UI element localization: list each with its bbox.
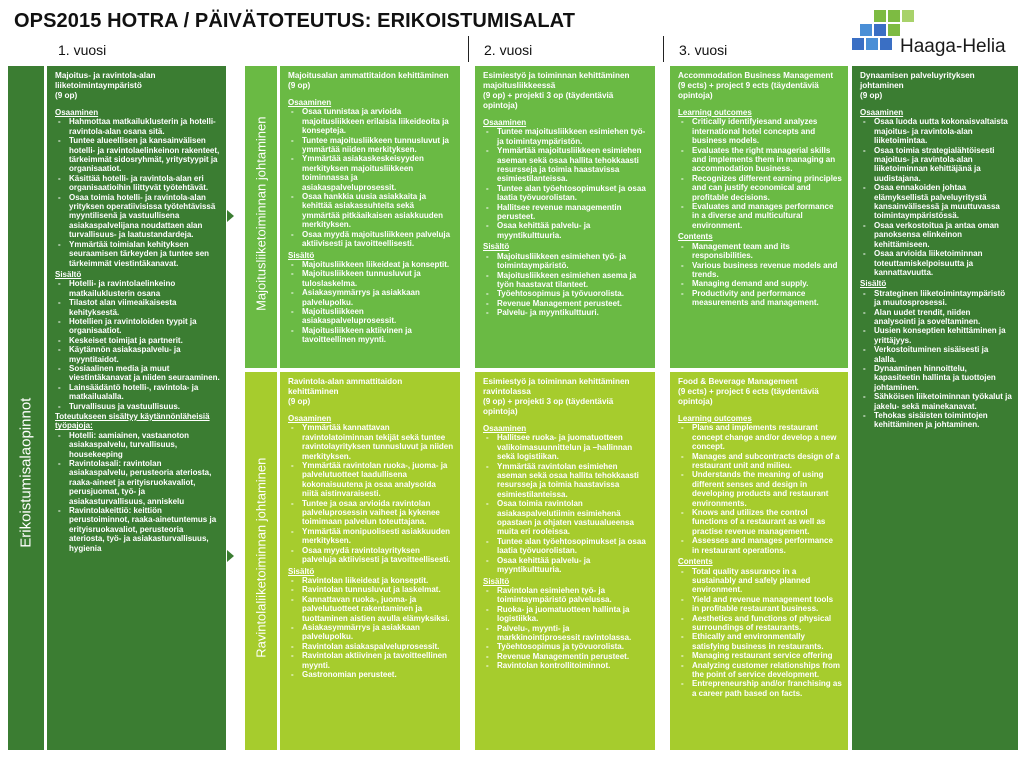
- list-item: - Palvelu- ja myyntikulttuuri.: [497, 308, 649, 317]
- list-item: - Majoitusliikkeen esimiehen työ- ja toimintaympäristö.: [497, 252, 649, 271]
- section-heading: Osaaminen: [483, 118, 527, 127]
- outcome-list: [288, 107, 454, 248]
- list-item: - Majoitusliikkeen aktiivinen ja tavoitteellinen myynti.: [302, 326, 454, 345]
- section-heading: Sisältö: [288, 250, 315, 260]
- course-credits: (9 ects) + project 6 ects (täydentäviä opintoja): [678, 387, 819, 406]
- list-item: - Yield and revenue management tools in profitable restaurant business.: [692, 595, 842, 614]
- list-item: - Uusien konseptien kehittäminen ja yrittäjyys.: [874, 326, 1012, 345]
- list-item: - Alan uudet trendit, niiden analysointi ja soveltaminen.: [874, 308, 1012, 327]
- list-item: - Ravintolan asiakaspalveluprosessit.: [302, 642, 454, 651]
- list-item: - Majoitusliikkeen esimiehen asema ja työn haastavat tilanteet.: [497, 271, 649, 290]
- list-item: - Ymmärtää asiakaskeskeisyyden merkityksen majoitusliikkeen toiminnassa ja asiakaspalveluprosessit.: [302, 154, 454, 192]
- content-list: [288, 260, 454, 345]
- course-title: Food & Beverage Management: [678, 377, 798, 386]
- content-list: [55, 279, 220, 411]
- section-heading: Toteutukseen sisältyy käytännönläheisiä työpajoja:: [55, 412, 210, 431]
- list-item: - Osaa luoda uutta kokonaisvaltaista majoitus- ja ravintola-alan liiketoimintaa.: [874, 117, 1012, 145]
- list-item: - Tuntee majoitusliikkeen esimiehen työ- ja toimintaympäristön.: [497, 127, 649, 146]
- section-heading: Learning outcomes: [678, 414, 752, 423]
- section-heading: Contents: [678, 232, 713, 242]
- section-heading: Learning outcomes: [678, 108, 752, 117]
- list-item: - Managing restaurant service offering: [692, 651, 842, 660]
- year-divider-2: [663, 36, 664, 62]
- list-item: - Osaa kehittää palvelu- ja myyntikulttuuria.: [497, 556, 649, 575]
- course-credits: (9 op) + projekti 3 op (täydentäviä opintoja): [483, 91, 614, 110]
- list-item: - Asiakasymmärrys ja asiakkaan palvelupolku.: [302, 623, 454, 642]
- list-item: - Evaluates the right managerial skills and implements them in managing an accommodation business.: [692, 146, 842, 174]
- list-item: - Tuntee alan työehtosopimukset ja osaa laatia työvuorolistan.: [497, 184, 649, 203]
- list-item: - Ymmärtää monipuolisesti asiakkuuden merkityksen.: [302, 527, 454, 546]
- year-label-1: 1. vuosi: [58, 42, 107, 58]
- section-heading: Osaaminen: [288, 414, 332, 423]
- list-item: - Lainsäädäntö hotelli-, ravintola- ja matkailualalla.: [69, 383, 220, 402]
- list-item: - Tuntee ja osaa arvioida ravintolan palveluprosessin vaiheet ja kykenee toimimaan palvelun toteuttajana.: [302, 499, 454, 527]
- list-item: - Ravintolan kontrollitoiminnot.: [497, 661, 649, 670]
- workshop-list: [55, 431, 220, 553]
- list-item: - Osaa arvioida liiketoiminnan toteuttamiskelpoisuutta ja kannattavuutta.: [874, 249, 1012, 277]
- course-credits: (9 op): [288, 81, 311, 90]
- list-item: - Ymmärtää toimialan kehityksen seuraamisen tärkeyden ja tuntee sen tärkeimmät viestintäkanavat.: [69, 240, 220, 268]
- outcome-list: [860, 117, 1012, 277]
- list-item: - Strateginen liiketoimintaympäristö ja muutosprosessi.: [874, 289, 1012, 308]
- list-item: - Ymmärtää majoitusliikkeen esimiehen aseman sekä osaa hallita tehokkaasti resursseja ja toimia haastavissa esimiestilanteissa.: [497, 146, 649, 184]
- list-item: - Hahmottaa matkailuklusterin ja hotelli-ravintola-alan osana sitä.: [69, 117, 220, 136]
- list-item: - Plans and implements restaurant concept change and/or develop a new concept.: [692, 423, 842, 451]
- section-heading: Osaaminen: [55, 108, 99, 117]
- list-item: - Entrepreneurship and/or franchising as a career path based on facts.: [692, 679, 842, 698]
- list-item: - Käytännön asiakaspalvelu- ja myyntitaidot.: [69, 345, 220, 364]
- section-heading: Sisältö: [55, 269, 82, 279]
- list-item: - Tilastot alan viimeaikaisesta kehityksestä.: [69, 298, 220, 317]
- track-label-ravintola: Ravintolaliiketoiminnan johtaminen: [253, 457, 269, 658]
- arrow-right-icon: [227, 550, 234, 562]
- list-item: - Palvelu-, myynti- ja markkinointiprosessit ravintolassa.: [497, 624, 649, 643]
- list-item: - Ravintolasali: ravintolan asiakaspalvelu, perusteoria ateriosta, raaka-aineet ja erityisruokavaliot, perusjuomat, työ- ja asiakasturvallisuus, anniskelu: [69, 459, 220, 506]
- list-item: - Ravintolakeittiö: keittiön perustoiminnot, raaka-ainetuntemus ja erityisruokavaliot, perusteoria ateriosta, työ- ja asiakasturvallisuus, hygienia: [69, 506, 220, 553]
- list-item: - Ravintolan tunnusluvut ja laskelmat.: [302, 585, 454, 594]
- list-item: - Ymmärtää ravintolan esimiehen aseman sekä osaa hallita tehokkaasti resursseja ja toimia haastavissa esimiestilanteissa.: [497, 462, 649, 500]
- course-title: Majoitusalan ammattitaidon kehittäminen: [288, 71, 449, 80]
- list-item: - Sähköisen liiketoiminnan työkalut ja jakelu- sekä mainekanavat.: [874, 392, 1012, 411]
- list-item: - Osaa kehittää palvelu- ja myyntikulttuuria.: [497, 221, 649, 240]
- list-item: - Ruoka- ja juomatuotteen hallinta ja logistiikka.: [497, 605, 649, 624]
- course-box-accommodation-management: [670, 66, 848, 368]
- course-title: Majoitus- ja ravintola-alan liiketoimintaympäristö: [55, 71, 156, 90]
- list-item: - Osaa verkostoitua ja antaa oman panoksensa elinkeinon kehittämiseen.: [874, 221, 1012, 249]
- list-item: - Tehokas sisäisten toimintojen kehittäminen ja johtaminen.: [874, 411, 1012, 430]
- list-item: - Ymmärtää kannattavan ravintolatoiminnan tekijät sekä tuntee ravintolayrityksen tunnusluvut ja niiden merkityksen.: [302, 423, 454, 461]
- list-item: - Majoitusliikkeen liikeideat ja konseptit.: [302, 260, 454, 269]
- list-item: - Osaa hankkia uusia asiakkaita ja kehittää asiakassuhteita sekä ymmärtää pitkäaikaisen asiakkuuden merkityksen.: [302, 192, 454, 230]
- course-title: Accommodation Business Management: [678, 71, 834, 80]
- section-heading: Osaaminen: [288, 98, 332, 107]
- section-heading: Osaaminen: [483, 424, 527, 433]
- logo: [852, 8, 1022, 62]
- list-item: - Total quality assurance in a sustainably and safely planned environment.: [692, 567, 842, 595]
- course-title: Esimiestyö ja toiminnan kehittäminen ravintolassa: [483, 377, 630, 396]
- list-item: - Tuntee majoitusliikkeen tunnusluvut ja ymmärtää niiden merkityksen.: [302, 136, 454, 155]
- list-item: - Management team and its responsibilities.: [692, 242, 842, 261]
- course-box-ravintola-alan-ammattitaito: [280, 372, 460, 750]
- section-heading: Sisältö: [288, 566, 315, 576]
- list-item: - Ravintolan esimiehen työ- ja toimintaympäristö palvelussa.: [497, 586, 649, 605]
- course-credits: (9 op) + projekti 3 op (täydentäviä opintoja): [483, 397, 614, 416]
- logo-text: Haaga-Helia: [900, 36, 1006, 57]
- list-item: - Hallitsee revenue managementin perusteet.: [497, 203, 649, 222]
- list-item: - Aesthetics and functions of physical surroundings of restaurants.: [692, 614, 842, 633]
- course-box-majoitusalan-ammattitaito: [280, 66, 460, 368]
- list-item: - Keskeiset toimijat ja partnerit.: [69, 336, 220, 345]
- list-item: - Understands the meaning of using different senses and design in developing products and restaurant environments.: [692, 470, 842, 508]
- list-item: - Revenue Management perusteet.: [497, 299, 649, 308]
- track-band-majoitus: [245, 66, 277, 368]
- list-item: - Dynaaminen hinnoittelu, kapasiteetin hallinta ja tuottojen johtaminen.: [874, 364, 1012, 392]
- list-item: - Osaa toimia ravintolan asiakaspalvelutiimin esimiehenä opastaen ja ohjaten vastuualueensa muita eri rooleissa.: [497, 499, 649, 537]
- list-item: - Majoitusliikkeen asiakaspalveluprosessit.: [302, 307, 454, 326]
- course-credits: (9 op): [860, 91, 883, 100]
- section-heading: Contents: [678, 557, 713, 567]
- list-item: - Osaa toimia strategialähtöisesti majoitus- ja ravintola-alan liiketoiminnan kehittäjänä ja uudistajana.: [874, 146, 1012, 184]
- list-item: - Ethically and environmentally satisfying business in restaurants.: [692, 632, 842, 651]
- content-list: [678, 242, 842, 308]
- content-list: [483, 252, 649, 318]
- section-heading: Osaaminen: [860, 108, 904, 117]
- track-band-ravintola: [245, 372, 277, 750]
- list-item: - Ravintolan liikeideat ja konseptit.: [302, 576, 454, 585]
- content-list: [678, 567, 842, 699]
- list-item: - Tuntee alan työehtosopimukset ja osaa laatia työvuorolistan.: [497, 537, 649, 556]
- course-box-esimiestyo-majoitus: [475, 66, 655, 368]
- list-item: - Osaa ennakoiden johtaa elämyksellistä palveluyritystä kansainvälisessä ja muuttuvassa toimintaympäristössä.: [874, 183, 1012, 221]
- list-item: - Revenue Managementin perusteet.: [497, 652, 649, 661]
- list-item: - Managing demand and supply.: [692, 279, 842, 288]
- outcome-list: [483, 127, 649, 240]
- list-item: - Evaluates and manages performance in a diverse and multicultural environment.: [692, 202, 842, 230]
- list-item: - Majoitusliikkeen tunnusluvut ja tuloslaskelma.: [302, 269, 454, 288]
- year-label-3: 3. vuosi: [679, 42, 728, 58]
- list-item: - Verkostoituminen sisäisesti ja alalla.: [874, 345, 1012, 364]
- course-box-food-beverage-management: [670, 372, 848, 750]
- list-item: - Analyzing customer relationships from the point of service development.: [692, 661, 842, 680]
- course-credits: (9 ects) + project 9 ects (täydentäviä opintoja): [678, 81, 819, 100]
- list-item: - Ravintolan aktiivinen ja tavoitteellinen myynti.: [302, 651, 454, 670]
- course-box-esimiestyo-ravintola: [475, 372, 655, 750]
- list-item: - Hallitsee ruoka- ja juomatuotteen valikoimasuunnittelun ja –hallinnan sekä logistiikan.: [497, 433, 649, 461]
- list-item: - Osaa toimia hotelli- ja ravintola-alan yrityksen operatiivisissa työtehtävissä myyntilisenä ja vastuullisena asiakaspalvelijana noudattaen alan turvallisuus- ja laatustandardeja.: [69, 193, 220, 240]
- list-item: - Käsittää hotelli- ja ravintola-alan eri organisaatioihin liittyvät työtehtävät.: [69, 174, 220, 193]
- section-heading: Sisältö: [860, 279, 887, 289]
- track-label-majoitus: Majoitusliiketoiminnan johtaminen: [253, 116, 269, 311]
- outcome-list: [288, 423, 454, 564]
- list-item: - Various business revenue models and trends.: [692, 261, 842, 280]
- list-item: - Työehtosopimus ja työvuorolista.: [497, 642, 649, 651]
- section-heading: Sisältö: [483, 242, 510, 252]
- content-list: [483, 586, 649, 671]
- arrow-right-icon: [227, 210, 234, 222]
- list-item: - Työehtosopimus ja työvuorolista.: [497, 289, 649, 298]
- list-item: - Osaa tunnistaa ja arvioida majoitusliikkeen erilaisia liikeideoita ja konsepteja.: [302, 107, 454, 135]
- list-item: - Assesses and manages performance in restaurant operations.: [692, 536, 842, 555]
- course-title: Esimiestyö ja toiminnan kehittäminen majoitusliikkeessä: [483, 71, 630, 90]
- course-credits: (9 op): [55, 91, 78, 100]
- list-item: - Asiakasymmärrys ja asiakkaan palvelupolku.: [302, 288, 454, 307]
- list-item: - Productivity and performance measurements and management.: [692, 289, 842, 308]
- list-item: - Hotellien ja ravintoloiden tyypit ja organisaatiot.: [69, 317, 220, 336]
- list-item: - Manages and subcontracts design of a restaurant unit and milieu.: [692, 452, 842, 471]
- course-credits: (9 op): [288, 397, 311, 406]
- outcome-list: [678, 423, 842, 555]
- left-band: [8, 66, 44, 750]
- list-item: - Recognizes different earning principles and can justify economical and profitable decisions.: [692, 174, 842, 202]
- list-item: - Osaa myydä ravintolayrityksen palveluja aktiivisesti ja tavoitteellisesti.: [302, 546, 454, 565]
- list-item: - Hotelli: aamiainen, vastaanoton asiakaspalvelu, turvallisuus, housekeeping: [69, 431, 220, 459]
- course-box-liiketoimintaymparisto: [47, 66, 226, 750]
- course-title: Ravintola-alan ammattitaidon kehittäminen: [288, 377, 403, 396]
- outcome-list: [678, 117, 842, 230]
- outcome-list: [55, 117, 220, 268]
- section-heading: Sisältö: [483, 576, 510, 586]
- list-item: - Critically identifyiesand analyzes international hotel concepts and business models.: [692, 117, 842, 145]
- list-item: - Hotelli- ja ravintolaelinkeino matkailuklusterin osana: [69, 279, 220, 298]
- list-item: - Knows and utilizes the control functions of a restaurant as well as practise revenue management.: [692, 508, 842, 536]
- content-list: [288, 576, 454, 679]
- list-item: - Gastronomian perusteet.: [302, 670, 454, 679]
- course-box-dynaaminen-palveluyritys: [852, 66, 1018, 750]
- year-divider-1: [468, 36, 469, 62]
- year-label-2: 2. vuosi: [484, 42, 533, 58]
- list-item: - Tuntee alueellisen ja kansainvälisen hotelli- ja ravintolaelinkeinon rakenteet, tärkeimmät sidosryhmät, yritystyypit ja organisaatiot.: [69, 136, 220, 174]
- list-item: - Sosiaalinen media ja muut viestintäkanavat ja niiden seuraaminen.: [69, 364, 220, 383]
- outcome-list: [483, 433, 649, 574]
- left-band-label: Erikoistumisalaopinnot: [17, 397, 35, 548]
- course-title: Dynaamisen palveluyrityksen johtaminen: [860, 71, 975, 90]
- list-item: - Ymmärtää ravintolan ruoka-, juoma- ja palvelutuotteet laadullisena kokonaisuutena ja osaa analysoida niitä aistinvaraisesti.: [302, 461, 454, 499]
- content-list: [860, 289, 1012, 430]
- list-item: - Osaa myydä majoitusliikkeen palveluja aktiivisesti ja tavoitteellisesti.: [302, 230, 454, 249]
- list-item: - Kannattavan ruoka-, juoma- ja palvelutuotteet rakentaminen ja tuottaminen aistien avulla elämyksiksi.: [302, 595, 454, 623]
- list-item: - Turvallisuus ja vastuullisuus.: [69, 402, 220, 411]
- page-title: OPS2015 HOTRA / PÄIVÄTOTEUTUS: ERIKOISTUMISALAT: [14, 10, 576, 32]
